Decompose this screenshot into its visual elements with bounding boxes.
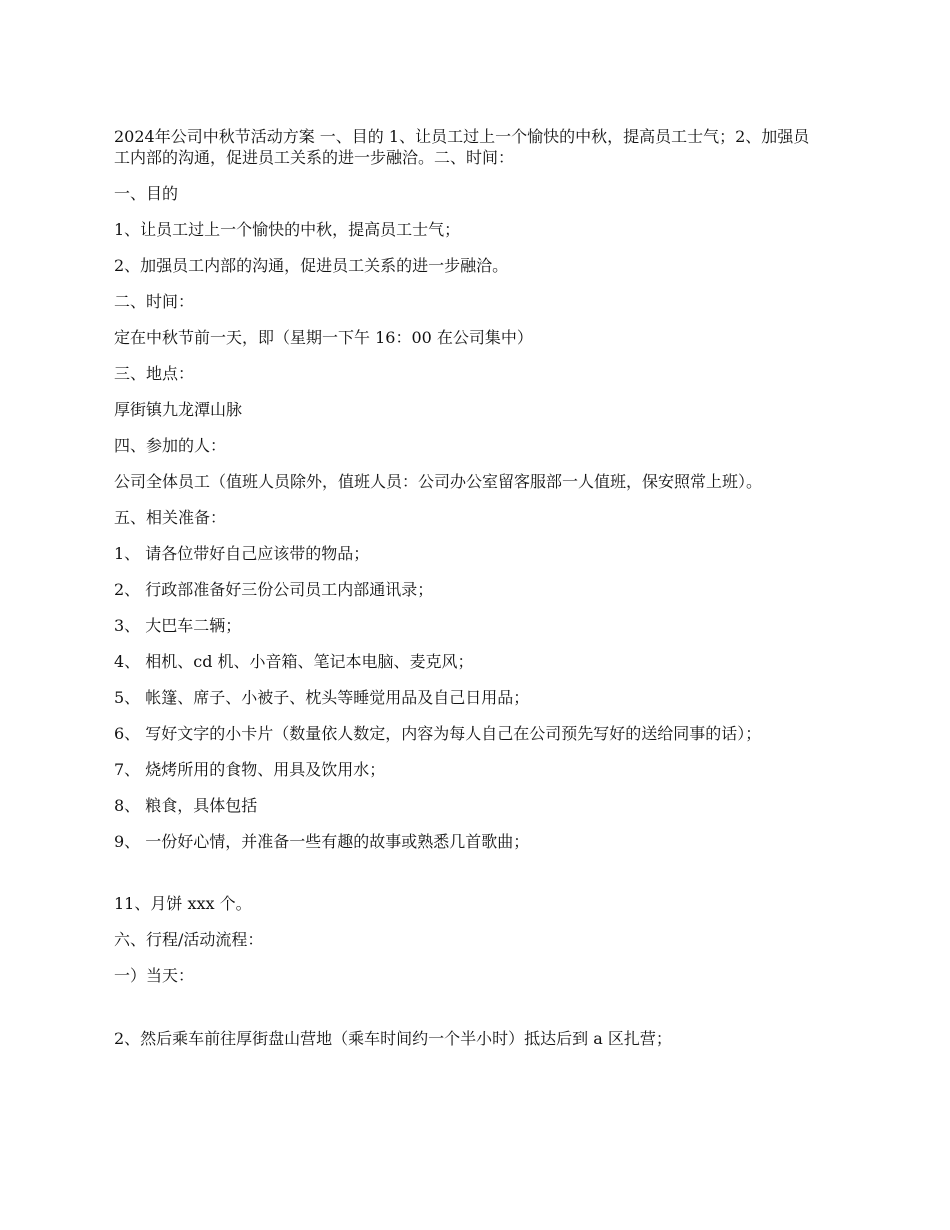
section-heading-location: 三、地点： xyxy=(114,364,195,383)
purpose-item-1: 1、让员工过上一个愉快的中秋，提高员工士气； xyxy=(114,220,461,239)
preparation-item-8: 8、 粮食，具体包括 xyxy=(114,796,258,815)
time-detail: 定在中秋节前一天，即（星期一下午 16：00 在公司集中） xyxy=(114,328,533,347)
section-heading-time: 二、时间： xyxy=(114,292,195,311)
participants-detail: 公司全体员工（值班人员除外，值班人员：公司办公室留客服部一人值班，保安照常上班）。 xyxy=(114,472,763,491)
section-heading-schedule: 六、行程/活动流程： xyxy=(114,930,264,949)
document-body xyxy=(114,126,824,1064)
preparation-item-11: 11、月饼 xxx 个。 xyxy=(114,894,252,913)
intro-paragraph: 2024年公司中秋节活动方案 一、目的 1、让员工过上一个愉快的中秋，提高员工士气；2、加强员工内部的沟通，促进员工关系的进一步融洽。二、时间： xyxy=(114,127,810,167)
section-heading-purpose: 一、目的 xyxy=(114,184,179,203)
preparation-item-9: 9、 一份好心情，并准备一些有趣的故事或熟悉几首歌曲； xyxy=(114,832,530,851)
preparation-item-4: 4、 相机、cd 机、小音箱、笔记本电脑、麦克风； xyxy=(114,652,474,671)
preparation-item-6: 6、 写好文字的小卡片（数量依人数定，内容为每人自己在公司预先写好的送给同事的话）； xyxy=(114,724,762,743)
preparation-item-3: 3、 大巴车二辆； xyxy=(114,616,242,635)
section-heading-participants: 四、参加的人： xyxy=(114,436,227,455)
schedule-day-heading: 一）当天： xyxy=(114,966,195,985)
preparation-item-7: 7、 烧烤所用的食物、用具及饮用水； xyxy=(114,760,386,779)
location-detail: 厚街镇九龙潭山脉 xyxy=(114,400,243,419)
preparation-item-5: 5、 帐篷、席子、小被子、枕头等睡觉用品及自己日用品； xyxy=(114,688,530,707)
section-heading-preparation: 五、相关准备： xyxy=(114,508,227,527)
purpose-item-2: 2、加强员工内部的沟通，促进员工关系的进一步融洽。 xyxy=(114,256,509,275)
preparation-item-2: 2、 行政部准备好三份公司员工内部通讯录； xyxy=(114,580,434,599)
preparation-item-1: 1、 请各位带好自己应该带的物品； xyxy=(114,544,370,563)
schedule-item-2: 2、然后乘车前往厚街盘山营地（乘车时间约一个半小时）抵达后到 a 区扎营； xyxy=(114,1029,672,1048)
